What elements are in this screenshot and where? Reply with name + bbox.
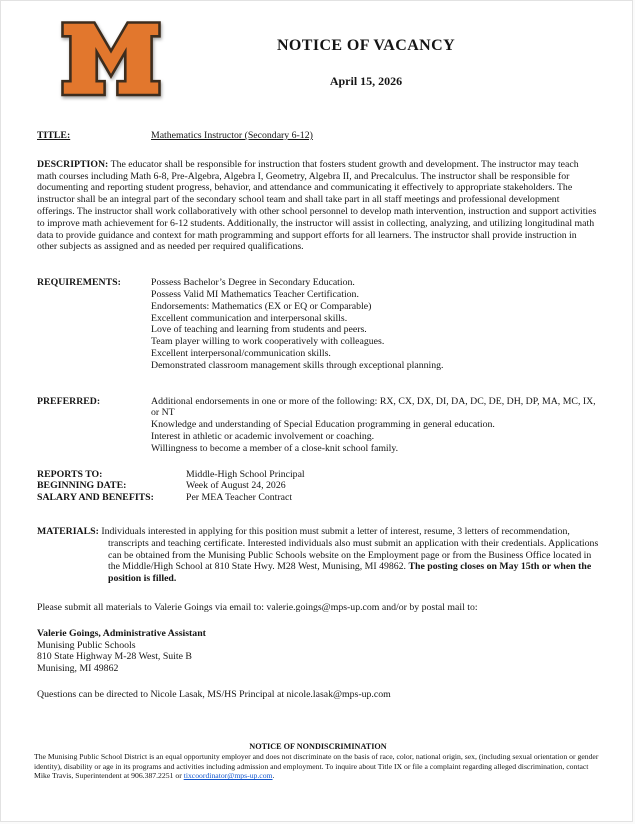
materials-label: MATERIALS: bbox=[37, 525, 99, 537]
nondiscrimination-heading: NOTICE OF NONDISCRIMINATION bbox=[249, 742, 387, 751]
tix-coordinator-email-link[interactable]: tixcoordinator@mps-up.com bbox=[183, 771, 273, 781]
requirement-item: Possess Valid MI Mathematics Teacher Certification. bbox=[151, 288, 359, 300]
requirement-item: Team player willing to work cooperatively with colleagues. bbox=[151, 336, 385, 348]
salary-label: SALARY AND BENEFITS: bbox=[37, 492, 154, 504]
contact-org: Munising Public Schools bbox=[37, 639, 136, 651]
requirement-item: Demonstrated classroom management skills through exceptional planning. bbox=[151, 359, 444, 371]
contact-street: 810 State Highway M-28 West, Suite B bbox=[37, 651, 192, 663]
requirements-label: REQUIREMENTS: bbox=[37, 277, 121, 289]
preferred-item: Additional endorsements in one or more of the following: RX, CX, DX, DI, DA, DC, DE, DH, DP, MA, MC, IX, or NT bbox=[151, 395, 596, 419]
description-label: DESCRIPTION: bbox=[37, 158, 109, 170]
contact-name: Valerie Goings, Administrative Assistant bbox=[37, 627, 206, 639]
beginning-date-value: Week of August 24, 2026 bbox=[186, 480, 286, 492]
requirement-item: Endorsements: Mathematics (EX or EQ or Comparable) bbox=[151, 300, 372, 312]
preferred-label: PREFERRED: bbox=[37, 395, 101, 407]
reports-to-value: Middle-High School Principal bbox=[186, 468, 305, 480]
preferred-section bbox=[37, 396, 599, 455]
preferred-item: Interest in athletic or academic involvement or coaching. bbox=[151, 430, 375, 442]
questions-line: Questions can be directed to Nicole Lasak, MS/HS Principal at nicole.lasak@mps-up.com bbox=[37, 688, 391, 700]
nondiscrimination-text bbox=[34, 752, 602, 781]
reports-to-label: REPORTS TO: bbox=[37, 468, 103, 480]
requirement-item: Love of teaching and learning from students and peers. bbox=[151, 324, 367, 336]
preferred-item: Knowledge and understanding of Special Education programming in general education. bbox=[151, 419, 495, 431]
requirement-item: Excellent interpersonal/communication skills. bbox=[151, 347, 331, 359]
title-label: TITLE: bbox=[37, 130, 71, 141]
contact-city: Munising, MI 49862 bbox=[37, 663, 119, 675]
preferred-list bbox=[151, 396, 599, 455]
requirements-section bbox=[37, 277, 599, 371]
salary-value: Per MEA Teacher Contract bbox=[186, 492, 293, 504]
school-logo-m-icon bbox=[59, 15, 163, 103]
nondiscrimination-period: . bbox=[272, 771, 275, 781]
description-paragraph bbox=[37, 159, 599, 253]
header-text bbox=[163, 15, 599, 89]
materials-deadline-text: The posting closes on May 15th or when the position is filled. bbox=[108, 561, 592, 585]
nondiscrimination-body: The Munising Public School District is an equal opportunity employer and does not discriminate on the basis of race, color, national origin, sex, (including sexual orientation or gender identity), disability or age in its programs and activities including admission and employment. To inquire about Title IX or file a complaint regarding alleged discrimination, contact Mike Travis, Superintendent at 906.387.2251 or bbox=[34, 752, 599, 781]
beginning-date-label: BEGINNING DATE: bbox=[37, 480, 127, 492]
details-section bbox=[37, 469, 599, 504]
requirement-item: Possess Bachelor’s Degree in Secondary Education. bbox=[151, 277, 355, 289]
title-section bbox=[37, 130, 599, 142]
materials-text: Individuals interested in applying for this position must submit a letter of interest, resume, 3 letters of recommendation, transcripts and teaching certificate. Interested individuals also must submit an application with their credentials. Applications can be obtained from the Munising Public Schools website on the Employment page or from the Business Office located in the Middle/High School at 810 State Hwy. M28 West, Munising, MI 49862. bbox=[98, 525, 599, 573]
header bbox=[37, 15, 599, 103]
requirements-list bbox=[151, 277, 599, 371]
title-value: Mathematics Instructor (Secondary 6-12) bbox=[151, 130, 313, 141]
nondiscrimination-section bbox=[34, 742, 602, 781]
materials-paragraph bbox=[37, 526, 599, 585]
description-text: The educator shall be responsible for instruction that fosters student growth and development. The instructor may teach math courses including Math 6-8, Pre-Algebra, Algebra I, Geometry, Algebra II, and Precalculus. The instructor shall be responsible for documenting and reporting student progress, behavior, and attendance and communicating it effectively to appropriate stakeholders. The instructor shall be an integral part of the secondary school team and shall take part in all staff meetings and professional development offerings. The instructor shall work collaboratively with other school personnel to develop math intervention, instruction and support activities to improve math achievement for 6-12 students. Additionally, the instructor will assist in collecting, analyzing, and utilizing longitudinal math data to provide guidance and context for math programming and support efforts for all learners. The instructor shall provide instruction in other subjects as assigned and as needed per required qualifications. bbox=[37, 158, 597, 253]
detail-row-beginning-date bbox=[37, 480, 599, 492]
contact-block bbox=[37, 628, 599, 675]
submit-instructions: Please submit all materials to Valerie Goings via email to: valerie.goings@mps-up.com and/or by postal mail to: bbox=[37, 601, 478, 613]
detail-row-salary bbox=[37, 492, 599, 504]
requirement-item: Excellent communication and interpersonal skills. bbox=[151, 312, 348, 324]
detail-row-reports-to bbox=[37, 469, 599, 481]
preferred-item: Willingness to become a member of a close-knit school family. bbox=[151, 442, 399, 454]
page-title: NOTICE OF VACANCY bbox=[276, 37, 456, 54]
notice-date: April 15, 2026 bbox=[329, 74, 403, 88]
